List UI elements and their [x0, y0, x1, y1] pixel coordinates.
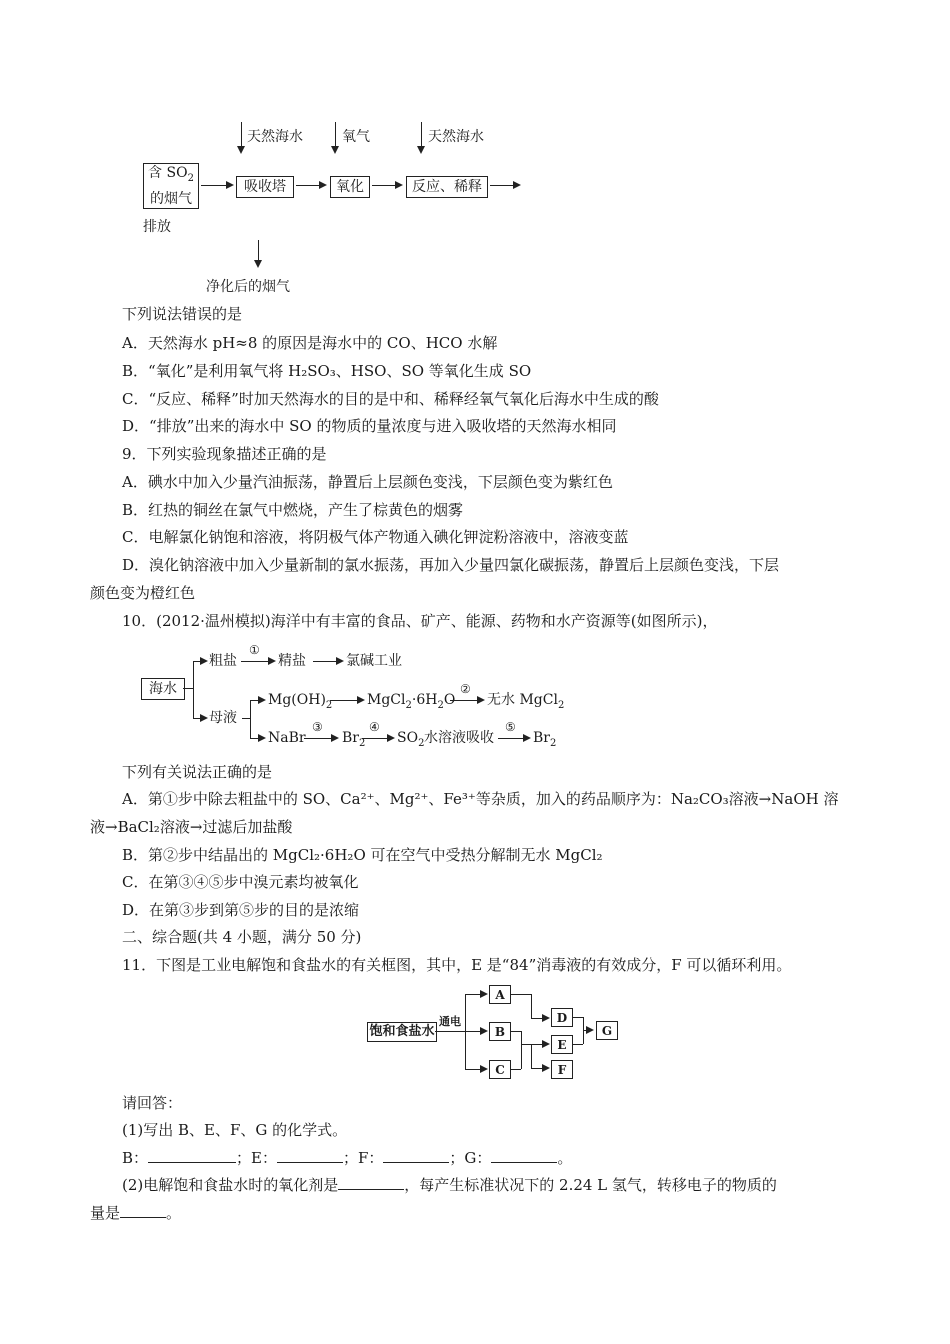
- q10-option-a-continued: 液→BaCl₂溶液→过滤后加盐酸: [90, 818, 293, 836]
- bromine-final-label: $Br_2$: [533, 730, 557, 749]
- step-1-marker: ①: [249, 643, 260, 657]
- node-e: E: [551, 1035, 573, 1054]
- chlor-alkali-label: 氯碱工业: [346, 653, 402, 669]
- answer-blank-g[interactable]: [491, 1148, 557, 1163]
- branch-line: [193, 661, 194, 718]
- q11-part1: (1)写出 B、E、F、G 的化学式。: [122, 1121, 348, 1139]
- arrow-right-icon: [387, 734, 395, 742]
- arrow-right-icon: [480, 1065, 488, 1073]
- q8-option-a: A．天然海水 pH≈8 的原因是海水中的 CO、HCO 水解: [122, 334, 498, 352]
- seawater-feed-line-2: [421, 122, 422, 148]
- flow-line: [521, 1044, 543, 1045]
- oxygen-feed-label: 氧气: [342, 129, 370, 145]
- q8-option-c: C．“反应、稀释”时加天然海水的目的是中和、稀释经氧气氧化后海水中生成的酸: [122, 390, 659, 408]
- arrow-right-icon: [513, 181, 521, 189]
- brine-box: 饱和食盐水: [367, 1022, 437, 1042]
- flow-line: [573, 1044, 583, 1045]
- flow-line: [490, 185, 514, 186]
- answer-blank-f[interactable]: [383, 1148, 449, 1163]
- arrow-down-icon: [237, 146, 245, 154]
- q11-answer-prompt: 请回答：: [122, 1094, 183, 1112]
- arrow-right-icon: [523, 734, 531, 742]
- arrow-right-icon: [586, 1026, 594, 1034]
- arrow-right-icon: [226, 181, 234, 189]
- flow-line: [372, 185, 396, 186]
- q9-option-d-continued: 颜色变为橙红色: [90, 584, 196, 602]
- arrow-right-icon: [200, 657, 208, 665]
- step-2-marker: ②: [460, 682, 471, 696]
- node-d: D: [551, 1008, 573, 1027]
- node-g: G: [596, 1021, 618, 1040]
- branch-line: [531, 994, 532, 1019]
- q9-stem: 9．下列实验现象描述正确的是: [122, 445, 327, 463]
- arrow-right-icon: [542, 1064, 550, 1072]
- crude-salt-label: 粗盐: [209, 653, 237, 669]
- oxidation-box: 氧化: [330, 176, 370, 198]
- branch-line: [242, 718, 250, 719]
- arrow-right-icon: [542, 1040, 550, 1048]
- answer-blank-b[interactable]: [148, 1148, 236, 1163]
- mgcl2-hydrate-label: $MgCl_2\cdot 6H_2O$: [367, 692, 456, 711]
- q10-option-c: C．在第③④⑤步中溴元素均被氧化: [122, 873, 359, 891]
- node-b: B: [489, 1022, 511, 1041]
- arrow-right-icon: [200, 714, 208, 722]
- flow-line: [304, 738, 332, 739]
- section-heading: 二、综合题(共 4 小题，满分 50 分): [122, 928, 362, 946]
- flow-line: [201, 185, 227, 186]
- arrow-down-icon: [417, 146, 425, 154]
- step-3-marker: ③: [312, 720, 323, 734]
- arrow-right-icon: [357, 696, 365, 704]
- flow-line: [465, 1069, 481, 1070]
- flow-line: [573, 1017, 583, 1018]
- seawater-feed-line-1: [241, 122, 242, 148]
- arrow-right-icon: [319, 181, 327, 189]
- seawater-box: 海水: [141, 678, 185, 700]
- arrow-right-icon: [542, 1014, 550, 1022]
- flow-line: [241, 661, 269, 662]
- oxygen-feed-line: [335, 122, 336, 148]
- flow-line: [511, 1031, 521, 1032]
- seawater-feed-label-2: 天然海水: [428, 129, 484, 145]
- flow-line: [313, 661, 337, 662]
- flow-line: [435, 1031, 465, 1032]
- q8-stem: 下列说法错误的是: [122, 305, 243, 323]
- discharge-label: 排放: [143, 219, 171, 235]
- arrow-down-icon: [331, 146, 339, 154]
- clean-gas-line: [258, 240, 259, 262]
- anhydrous-mgcl2-label: 无水 MgCl$_2$: [487, 692, 565, 711]
- node-a: A: [489, 985, 511, 1004]
- flow-line: [511, 1069, 521, 1070]
- q10-stem: 10．(2012·温州模拟)海洋中有丰富的食品、矿产、能源、药物和水产资源等(如图所示)，: [122, 612, 718, 630]
- q9-option-c: C．电解氯化钠饱和溶液，将阴极气体产物通入碘化钾淀粉溶液中，溶液变蓝: [122, 528, 629, 546]
- branch-line: [183, 688, 193, 689]
- arrow-right-icon: [268, 657, 276, 665]
- nabr-label: NaBr: [268, 730, 306, 746]
- q10-option-d: D．在第③步到第⑤步的目的是浓缩: [122, 901, 360, 919]
- q9-option-a: A．碘水中加入少量汽油振荡，静置后上层颜色变浅，下层颜色变为紫红色: [122, 473, 613, 491]
- so2-flue-gas-box: [143, 163, 199, 209]
- arrow-right-icon: [331, 734, 339, 742]
- arrow-right-icon: [336, 657, 344, 665]
- q9-option-d: D．溴化钠溶液中加入少量新制的氯水振荡，再加入少量四氯化碳振荡，静置后上层颜色变浅，下层: [122, 556, 780, 574]
- clean-gas-label: 净化后的烟气: [206, 279, 290, 295]
- so2-label: $SO_2$: [397, 730, 425, 749]
- so2-flue-gas-line-1: 含 $SO_2$: [148, 165, 194, 184]
- branch-line: [531, 1044, 532, 1068]
- branch-line: [521, 1031, 522, 1069]
- flow-line: [450, 700, 478, 701]
- arrow-right-icon: [395, 181, 403, 189]
- node-f: F: [551, 1060, 573, 1079]
- mother-liquor-label: 母液: [209, 710, 237, 726]
- so2-flue-gas-line-2: 的烟气: [150, 190, 192, 207]
- bromine-label: $Br_2$: [342, 730, 366, 749]
- answer-blank-oxidant[interactable]: [338, 1175, 404, 1190]
- q10-option-a: A．第①步中除去粗盐中的 SO、Ca²⁺、Mg²⁺、Fe³⁺等杂质，加入的药品顺序为：Na₂CO₃溶液→NaOH 溶: [122, 790, 839, 808]
- q11-stem: 11．下图是工业电解饱和食盐水的有关框图，其中，E 是“84”消毒液的有效成分，F 可以循环利用。: [122, 956, 792, 974]
- answer-blank-electrons[interactable]: [120, 1203, 166, 1218]
- flow-line: [498, 738, 524, 739]
- q8-option-b: B．“氧化”是利用氧气将 H₂SO₃、HSO、SO 等氧化生成 SO: [122, 362, 532, 380]
- aqueous-absorption-label: 水溶液吸收: [424, 730, 494, 746]
- arrow-right-icon: [258, 734, 266, 742]
- seawater-feed-label-1: 天然海水: [247, 129, 303, 145]
- reaction-dilution-box: 反应、稀释: [406, 176, 488, 198]
- electrolysis-label: 通电: [439, 1015, 461, 1028]
- arrow-right-icon: [480, 990, 488, 998]
- step-5-marker: ⑤: [505, 720, 516, 734]
- arrow-right-icon: [258, 696, 266, 704]
- step-4-marker: ④: [369, 720, 380, 734]
- q8-option-d: D．“排放”出来的海水中 SO 的物质的量浓度与进入吸收塔的天然海水相同: [122, 417, 617, 435]
- q10-sub-stem: 下列有关说法正确的是: [122, 763, 273, 781]
- branch-line: [250, 700, 251, 738]
- answer-blank-e[interactable]: [277, 1148, 343, 1163]
- node-c: C: [489, 1060, 511, 1079]
- q9-option-b: B．红热的铜丝在氯气中燃烧，产生了棕黄色的烟雾: [122, 501, 464, 519]
- flow-line: [330, 700, 358, 701]
- q11-part2: (2)电解饱和食盐水时的氧化剂是 ，每产生标准状况下的 2.24 L 氢气，转移电子的物质的: [122, 1176, 777, 1194]
- arrow-right-icon: [480, 1027, 488, 1035]
- flow-line: [362, 738, 388, 739]
- flow-line: [511, 994, 531, 995]
- arrow-down-icon: [254, 260, 262, 268]
- flow-line: [465, 994, 481, 995]
- q11-part2-continued: 量是 。: [90, 1204, 182, 1222]
- flow-line: [465, 1031, 481, 1032]
- q10-option-b: B．第②步中结晶出的 MgCl₂·6H₂O 可在空气中受热分解制无水 MgCl₂: [122, 846, 603, 864]
- refined-salt-label: 精盐: [278, 653, 306, 669]
- absorber-box: 吸收塔: [236, 176, 294, 198]
- arrow-right-icon: [477, 696, 485, 704]
- mg-hydroxide-label: $Mg(OH)_2$: [268, 692, 333, 711]
- flow-line: [296, 185, 320, 186]
- q11-fill-in-line: B： ；E： ；F： ；G： 。: [122, 1149, 573, 1167]
